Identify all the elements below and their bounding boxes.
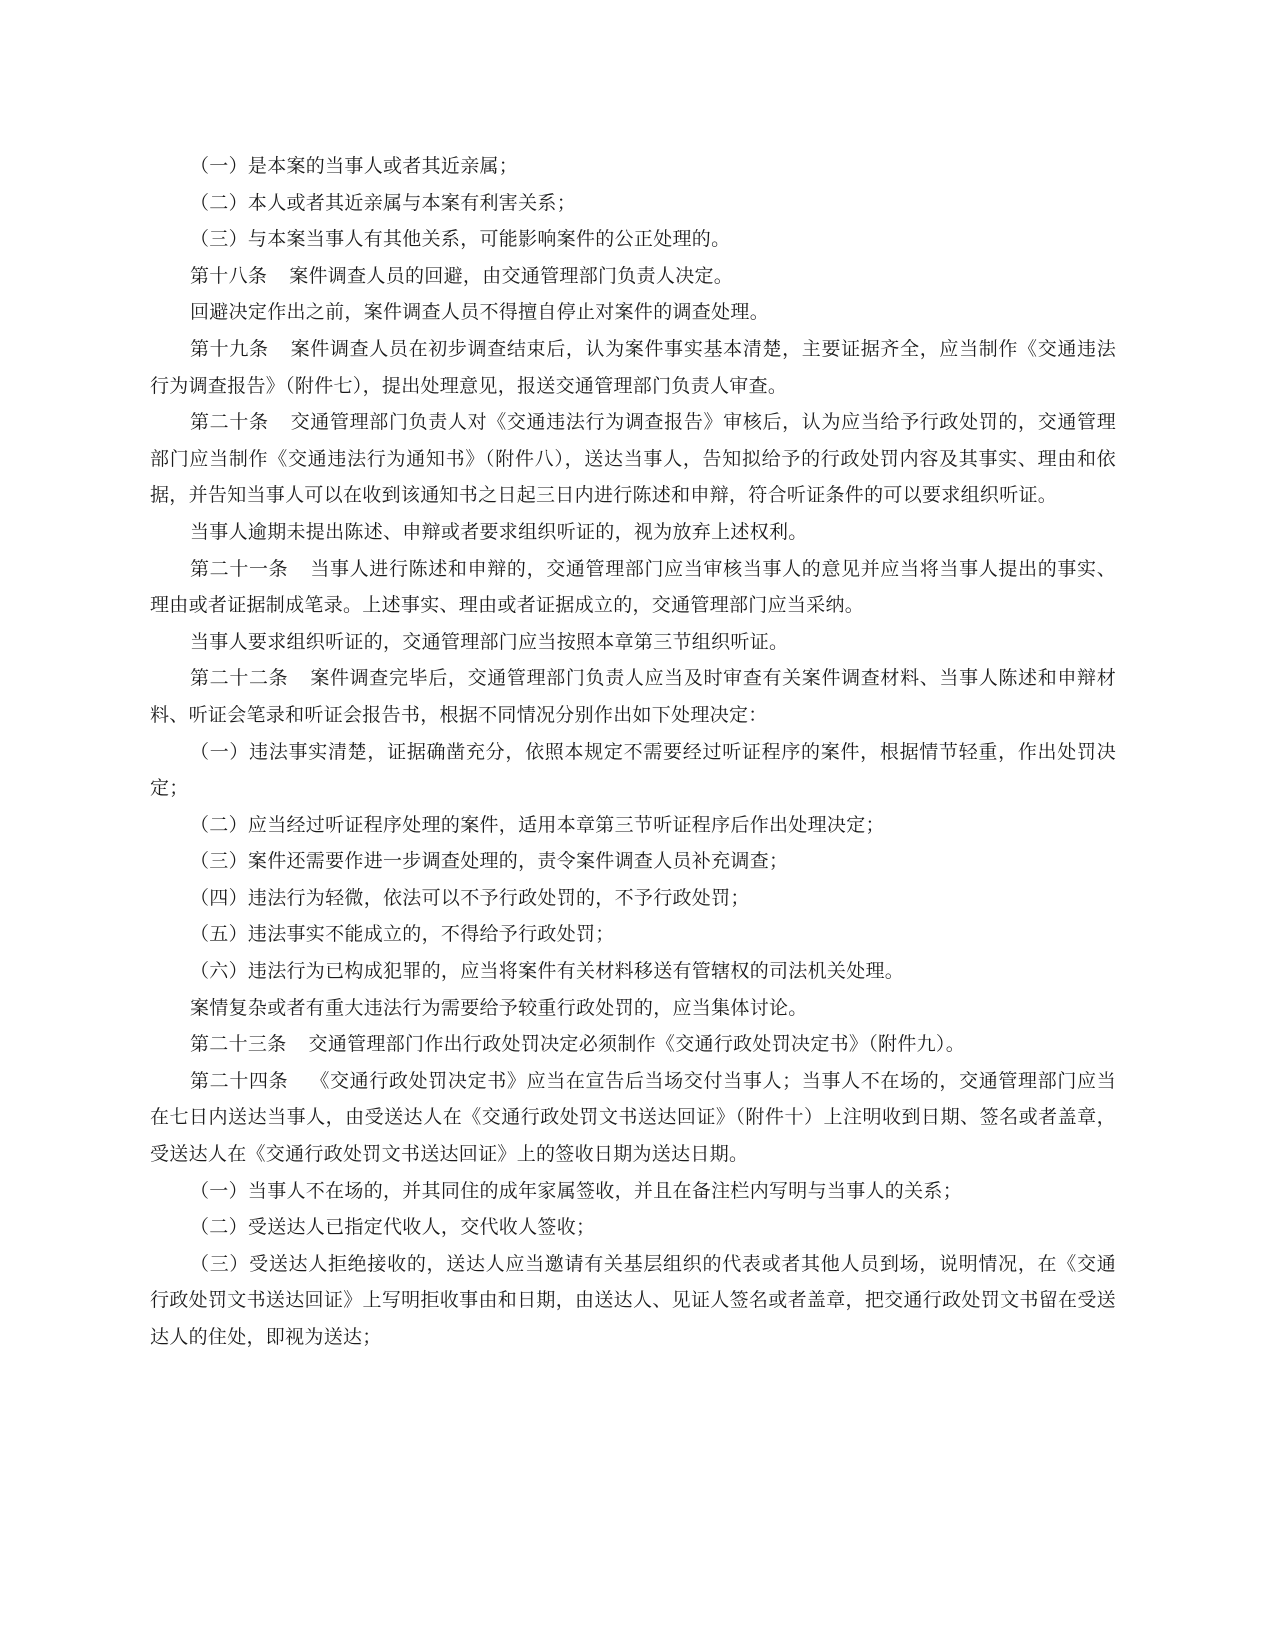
- paragraph-text: 案件调查人员的回避，由交通管理部门负责人决定。: [289, 264, 734, 287]
- paragraph-text: （四）违法行为轻微，依法可以不予行政处罚的，不予行政处罚；: [190, 886, 750, 909]
- paragraph: [150, 880, 1116, 917]
- paragraph: [150, 185, 1116, 222]
- paragraph-text: （一）违法事实清楚，证据确凿充分，依照本规定不需要经过听证程序的案件，根据情节轻重，作出处罚决定；: [150, 740, 1116, 800]
- paragraph-text: 当事人逾期未提出陈述、申辩或者要求组织听证的，视为放弃上述权利。: [190, 520, 808, 543]
- article-19: [150, 331, 1116, 404]
- paragraph-text: 交通管理部门负责人对《交通违法行为调查报告》审核后，认为应当给予行政处罚的，交通管理部门应当制作《交通违法行为通知书》（附件八），送达当事人，告知拟给予的行政处罚内容及其事实、理由和依据，并告知当事人可以在收到该通知书之日起三日内进行陈述和申辩，符合听证条件的可以要求组织听证。: [150, 411, 1116, 507]
- paragraph-text: （二）受送达人已指定代收人，交代收人签收；: [190, 1216, 596, 1239]
- paragraph: [150, 221, 1116, 258]
- paragraph: [150, 148, 1116, 185]
- paragraph-text: 交通管理部门作出行政处罚决定必须制作《交通行政处罚决定书》（附件九）。: [308, 1033, 966, 1056]
- paragraph: [150, 514, 1116, 551]
- paragraph: [150, 990, 1116, 1027]
- article-number: 第二十二条: [190, 667, 289, 690]
- paragraph-text: （二）本人或者其近亲属与本案有利害关系；: [190, 191, 577, 214]
- paragraph: [150, 1209, 1116, 1246]
- paragraph-text: （三）与本案当事人有其他关系，可能影响案件的公正处理的。: [190, 228, 731, 251]
- article-number: 第二十一条: [190, 557, 289, 580]
- article-23: [150, 1026, 1116, 1063]
- article-number: 第二十条: [190, 411, 269, 434]
- paragraph-text: （六）违法行为已构成犯罪的，应当将案件有关材料移送有管辖权的司法机关处理。: [190, 960, 905, 983]
- paragraph-text: 案件调查完毕后，交通管理部门负责人应当及时审查有关案件调查材料、当事人陈述和申辩材料、听证会笔录和听证会报告书，根据不同情况分别作出如下处理决定：: [150, 667, 1116, 726]
- paragraph-text: （三）受送达人拒绝接收的，送达人应当邀请有关基层组织的代表或者其他人员到场，说明情况，在《交通行政处罚文书送达回证》上写明拒收事由和日期，由送达人、见证人签名或者盖章，把交通行政处罚文书留在受送达人的住处，即视为送达；: [150, 1252, 1116, 1348]
- paragraph: [150, 1246, 1116, 1356]
- paragraph-text: 当事人要求组织听证的，交通管理部门应当按照本章第三节组织听证。: [190, 630, 789, 653]
- paragraph-text: 案情复杂或者有重大违法行为需要给予较重行政处罚的，应当集体讨论。: [190, 996, 808, 1019]
- paragraph-text: （二）应当经过听证程序处理的案件，适用本章第三节听证程序后作出处理决定；: [190, 813, 885, 836]
- paragraph: [150, 916, 1116, 953]
- paragraph: [150, 1173, 1116, 1210]
- article-number: 第十八条: [190, 264, 268, 287]
- paragraph: [150, 953, 1116, 990]
- article-number: 第十九条: [190, 337, 269, 360]
- paragraph-text: （五）违法事实不能成立的，不得给予行政处罚；: [190, 923, 615, 946]
- paragraph-text: 案件调查人员在初步调查结束后，认为案件事实基本清楚，主要证据齐全，应当制作《交通违法行为调查报告》（附件七），提出处理意见，报送交通管理部门负责人审查。: [150, 337, 1116, 397]
- article-18: [150, 258, 1116, 295]
- article-22: [150, 660, 1116, 733]
- paragraph-text: 当事人进行陈述和申辩的，交通管理部门应当审核当事人的意见并应当将当事人提出的事实、理由或者证据制成笔录。上述事实、理由或者证据成立的，交通管理部门应当采纳。: [150, 557, 1116, 617]
- article-24: [150, 1063, 1116, 1173]
- paragraph: [150, 294, 1116, 331]
- paragraph: [150, 843, 1116, 880]
- paragraph-text: （一）当事人不在场的，并其同住的成年家属签收，并且在备注栏内写明与当事人的关系；: [190, 1179, 963, 1202]
- paragraph-text: 回避决定作出之前，案件调查人员不得擅自停止对案件的调查处理。: [190, 301, 770, 324]
- paragraph-text: 《交通行政处罚决定书》应当在宣告后当场交付当事人；当事人不在场的，交通管理部门应当在七日内送达当事人，由受送达人在《交通行政处罚文书送达回证》（附件十）上注明收到日期、签名或者盖章，受送达人在《交通行政处罚文书送达回证》上的签收日期为送达日期。: [150, 1069, 1116, 1166]
- article-20: [150, 404, 1116, 514]
- paragraph-text: （一）是本案的当事人或者其近亲属；: [190, 155, 519, 177]
- article-number: 第二十四条: [190, 1069, 289, 1092]
- paragraph: [150, 734, 1116, 807]
- paragraph: [150, 624, 1116, 661]
- paragraph: [150, 807, 1116, 844]
- document-body: [150, 148, 1116, 1356]
- paragraph-text: （三）案件还需要作进一步调查处理的，责令案件调查人员补充调查；: [190, 850, 789, 873]
- article-number: 第二十三条: [190, 1033, 287, 1056]
- article-21: [150, 551, 1116, 624]
